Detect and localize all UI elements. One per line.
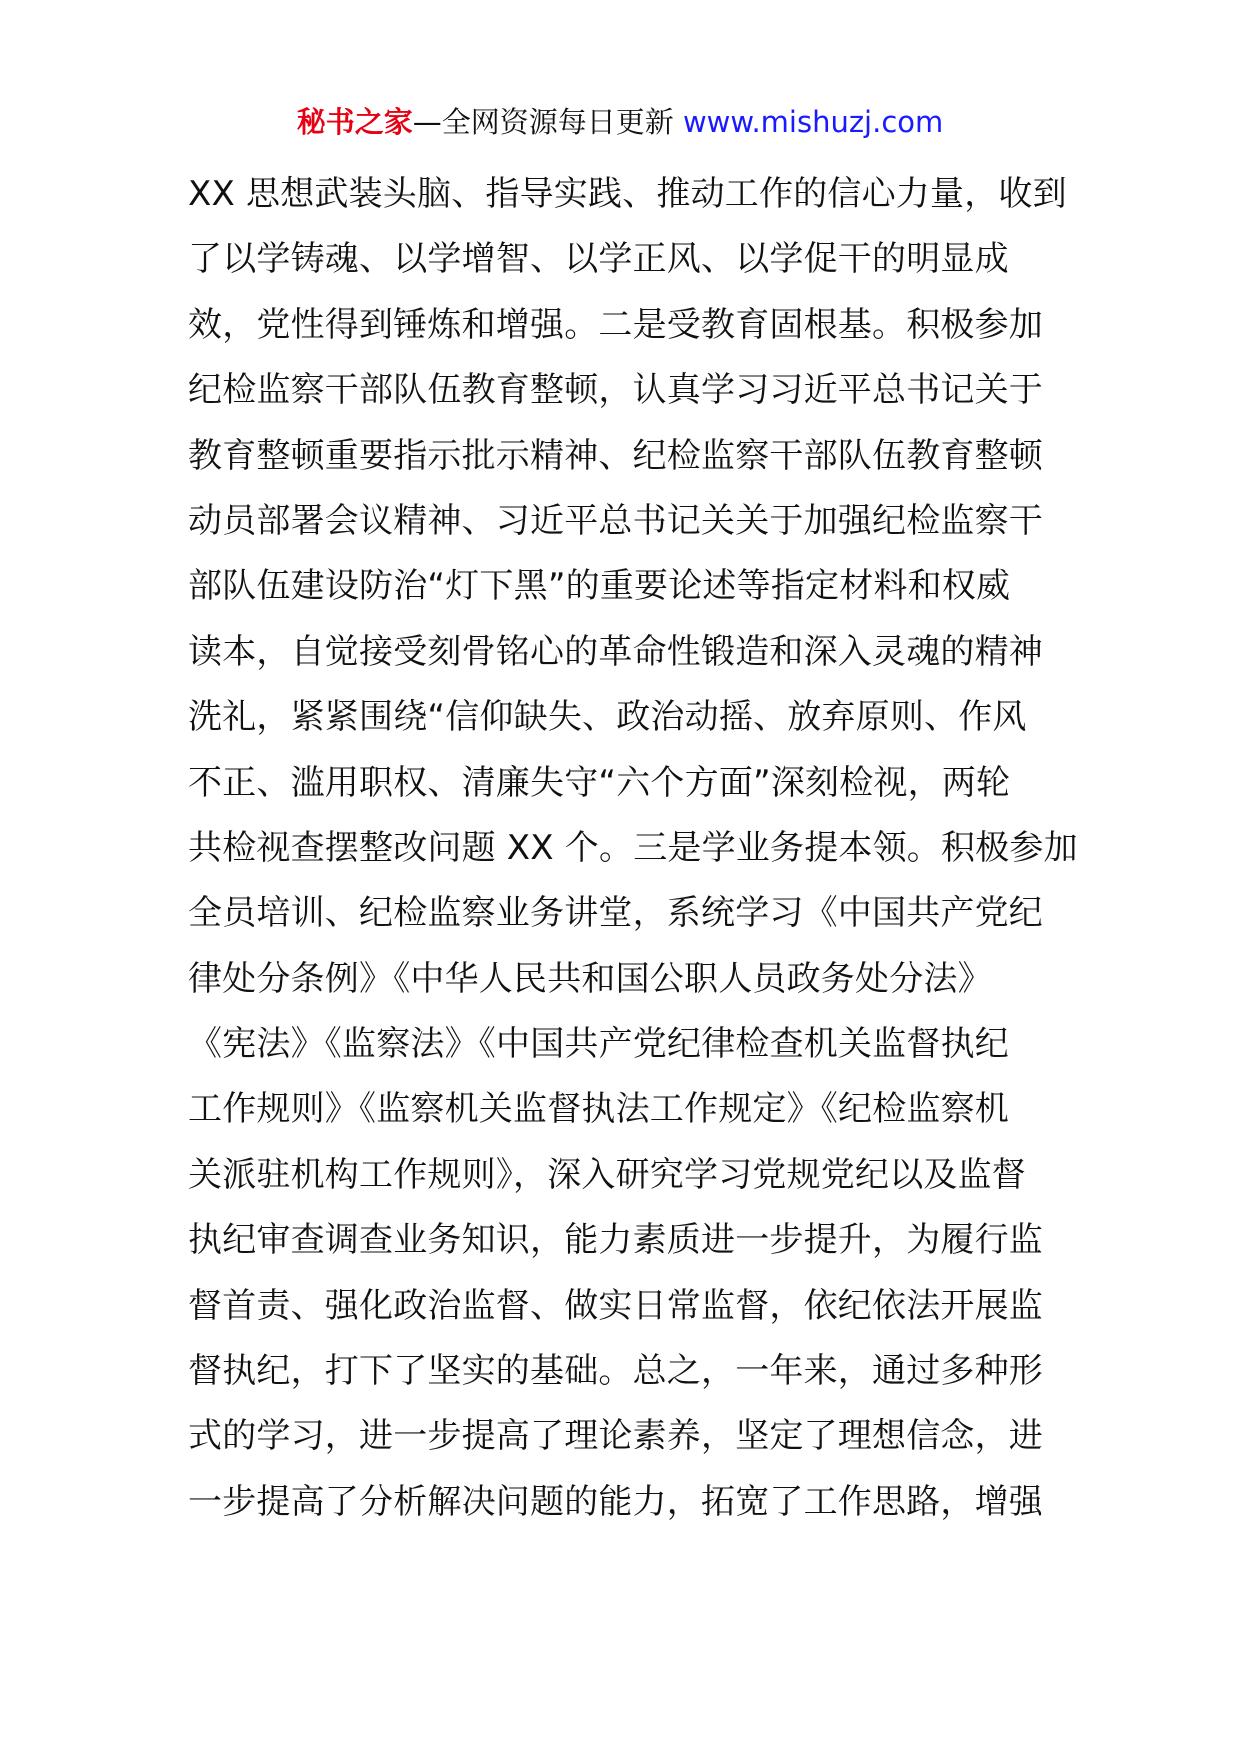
text-line: 动员部署会议精神、习近平总书记关关于加强纪检监察干: [188, 500, 1043, 541]
text-line: 督首责、强化政治监督、做实日常监督，依纪依法开展监: [188, 1285, 1043, 1326]
text-line: 读本，自觉接受刻骨铭心的革命性锻造和深入灵魂的精神: [188, 631, 1043, 672]
text-line: 洗礼，紧紧围绕“信仰缺失、政治动摇、放弃原则、作风: [188, 697, 1027, 738]
body-paragraph: [188, 162, 1078, 1535]
text-line: 督执纪，打下了坚实的基础。总之，一年来，通过多种形: [188, 1351, 1043, 1392]
text-line: 共检视查摆整改问题 XX 个。三是学业务提本领。积极参加: [188, 827, 1078, 868]
text-line: 工作规则》《监察机关监督执法工作规定》《纪检监察机: [188, 1089, 1009, 1130]
text-line: 不正、滥用职权、清廉失守“六个方面”深刻检视，两轮: [188, 762, 1011, 803]
text-line: 效，党性得到锤炼和增强。二是受教育固根基。积极参加: [188, 304, 1043, 345]
text-line: 执纪审查调查业务知识，能力素质进一步提升，为履行监: [188, 1220, 1043, 1261]
text-line: 纪检监察干部队伍教育整顿，认真学习习近平总书记关于: [188, 370, 1043, 411]
text-line: 一步提高了分析解决问题的能力，拓宽了工作思路，增强: [188, 1481, 1043, 1522]
text-line: 了以学铸魂、以学增智、以学正风、以学促干的明显成: [188, 239, 1009, 280]
text-line: 式的学习，进一步提高了理论素养，坚定了理想信念，进: [188, 1416, 1043, 1457]
text-line: 教育整顿重要指示批示精神、纪检监察干部队伍教育整顿: [188, 435, 1043, 476]
site-url-link[interactable]: www.mishuzj.com: [682, 105, 944, 139]
text-line: 《宪法》《监察法》《中国共产党纪律检查机关监督执纪: [188, 1024, 1009, 1065]
page-header: [0, 102, 1240, 142]
text-line: 部队伍建设防治“灯下黑”的重要论述等指定材料和权威: [188, 566, 1011, 607]
site-tagline: —全网资源每日更新: [412, 105, 683, 139]
text-line: 关派驻机构工作规则》，深入研究学习党规党纪以及监督: [188, 1154, 1026, 1195]
text-line: XX 思想武装头脑、指导实践、推动工作的信心力量，收到: [188, 174, 1067, 214]
text-line: 全员培训、纪检监察业务讲堂，系统学习《中国共产党纪: [188, 893, 1043, 934]
site-brand: 秘书之家: [296, 105, 413, 139]
text-line: 律处分条例》《中华人民共和国公职人员政务处分法》: [188, 958, 992, 999]
